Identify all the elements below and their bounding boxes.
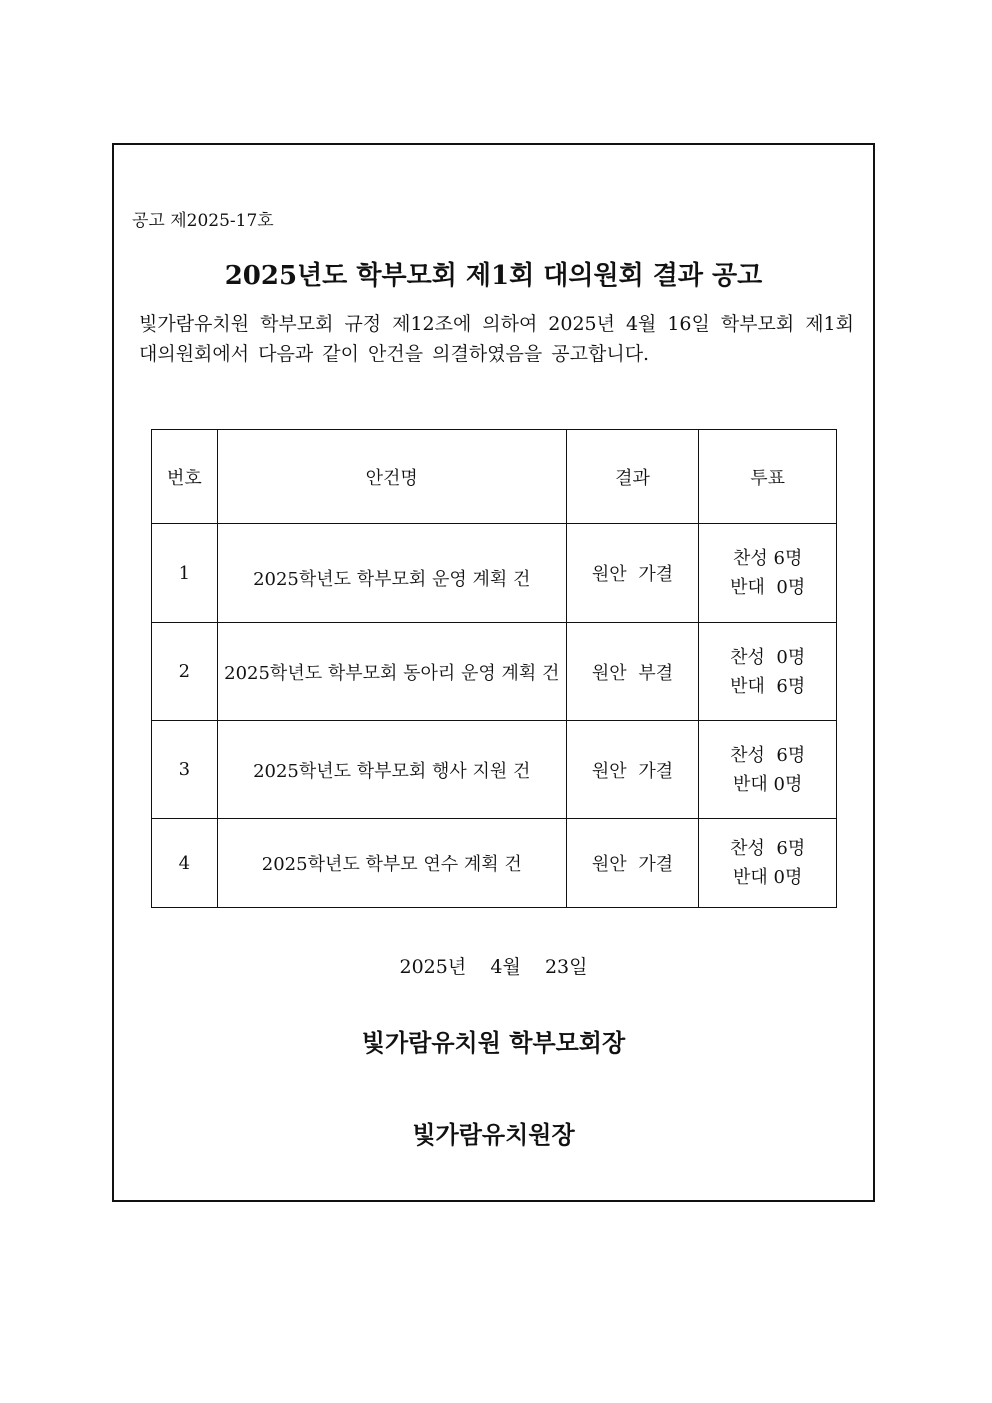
vote-for: 찬성 0명 bbox=[730, 646, 806, 668]
vote-for: 찬성 6명 bbox=[730, 838, 806, 859]
row-result: 원안 가결 bbox=[566, 524, 699, 623]
vote-against: 반대 0명 bbox=[733, 773, 803, 795]
table-row bbox=[152, 721, 837, 819]
header-number: 번호 bbox=[152, 430, 218, 524]
row-result: 원안 부결 bbox=[566, 623, 699, 721]
row-number: 4 bbox=[152, 819, 218, 908]
row-item: 2025학년도 학부모회 동아리 운영 계획 건 bbox=[217, 623, 566, 721]
intro-line-2: 대의원회에서 다음과 같이 안건을 의결하였음을 공고합니다. bbox=[139, 343, 650, 365]
intro-line-1: 빛가람유치원 학부모회 규정 제12조에 의하여 2025년 4월 16일 학부모회 제1회 bbox=[139, 313, 854, 335]
header-result: 결과 bbox=[566, 430, 699, 524]
row-number: 2 bbox=[152, 623, 218, 721]
row-vote bbox=[699, 819, 837, 908]
table-header-row bbox=[152, 430, 837, 524]
vote-against: 반대 6명 bbox=[730, 675, 806, 697]
vote-for: 찬성 6명 bbox=[733, 548, 803, 569]
notice-number: 공고 제2025-17호 bbox=[132, 211, 274, 231]
row-number: 1 bbox=[152, 524, 218, 623]
table-row bbox=[152, 819, 837, 908]
vote-against: 반대 0명 bbox=[730, 577, 806, 598]
row-item: 2025학년도 학부모회 행사 지원 건 bbox=[217, 721, 566, 819]
table-row bbox=[152, 524, 837, 623]
row-vote bbox=[699, 721, 837, 819]
header-vote: 투표 bbox=[699, 430, 837, 524]
row-vote bbox=[699, 524, 837, 623]
row-number: 3 bbox=[152, 721, 218, 819]
signature-parent-association-president: 빛가람유치원 학부모회장 bbox=[361, 1028, 626, 1057]
row-item: 2025학년도 학부모회 운영 계획 건 bbox=[217, 524, 566, 623]
header-item: 안건명 bbox=[217, 430, 566, 524]
intro-paragraph bbox=[139, 309, 854, 369]
table-row bbox=[152, 623, 837, 721]
vote-against: 반대 0명 bbox=[733, 867, 803, 888]
row-item: 2025학년도 학부모 연수 계획 건 bbox=[217, 819, 566, 908]
notice-date: 2025년 4월 23일 bbox=[399, 956, 588, 978]
document-title: 2025년도 학부모회 제1회 대의원회 결과 공고 bbox=[224, 261, 763, 291]
row-result: 원안 가결 bbox=[566, 819, 699, 908]
agenda-results-table bbox=[151, 429, 837, 908]
row-vote bbox=[699, 623, 837, 721]
row-result: 원안 가결 bbox=[566, 721, 699, 819]
vote-for: 찬성 6명 bbox=[730, 744, 806, 766]
signature-principal: 빛가람유치원장 bbox=[412, 1120, 575, 1149]
